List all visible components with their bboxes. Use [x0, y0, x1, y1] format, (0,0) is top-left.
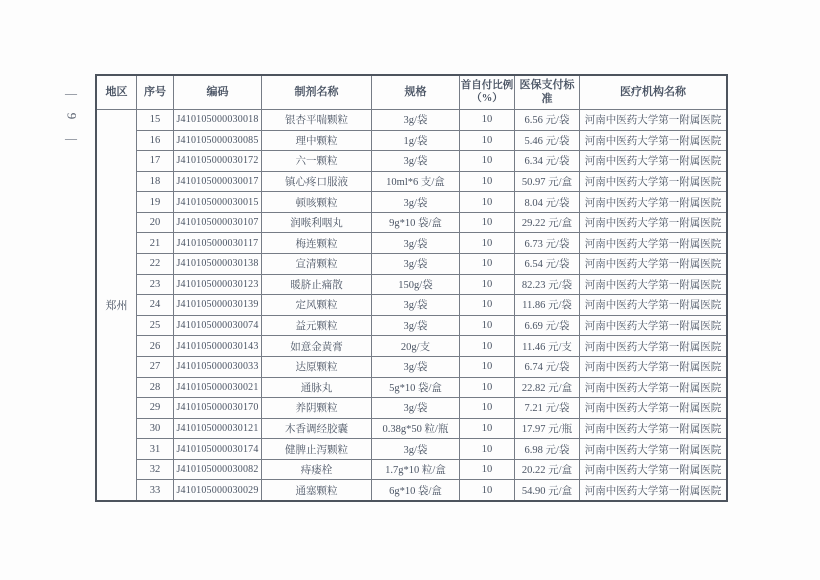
- row-spec-cell: 3g/袋: [372, 192, 460, 212]
- row-code-cell: J410105000030033: [174, 357, 262, 377]
- row-seq-cell: 25: [137, 316, 174, 336]
- header-ratio-line2: （%）: [471, 92, 503, 104]
- table-row: [137, 357, 726, 378]
- row-seq-cell: 19: [137, 192, 174, 212]
- row-code-cell: J410105000030017: [174, 172, 262, 192]
- header-ratio: [460, 76, 515, 109]
- table-row: [137, 460, 726, 481]
- row-hospital-cell: 河南中医药大学第一附属医院: [584, 197, 722, 209]
- row-hospital-cell: 河南中医药大学第一附属医院: [584, 156, 722, 168]
- row-name-cell: 通塞颗粒: [262, 480, 372, 500]
- row-seq-cell: 28: [137, 378, 174, 398]
- row-spec-cell: 6g*10 袋/盒: [372, 480, 460, 500]
- row-hospital-cell: 河南中医药大学第一附属医院: [584, 300, 722, 312]
- row-spec-cell: 5g*10 袋/盒: [372, 378, 460, 398]
- row-name-cell: 健脾止泻颗粒: [262, 439, 372, 459]
- row-name-cell: 银杏平喘颗粒: [262, 110, 372, 130]
- row-name-cell: 理中颗粒: [262, 131, 372, 151]
- row-standard-cell: 6.74 元/袋: [515, 357, 580, 377]
- table-row: [137, 378, 726, 399]
- row-seq-cell: 31: [137, 439, 174, 459]
- row-seq-cell: 17: [137, 151, 174, 171]
- row-hospital-cell: 河南中医药大学第一附属医院: [584, 382, 722, 394]
- row-standard-cell: 7.21 元/袋: [515, 398, 580, 418]
- row-name-cell: 如意金黄膏: [262, 336, 372, 356]
- row-seq-cell: 27: [137, 357, 174, 377]
- row-hospital-cell: 河南中医药大学第一附属医院: [584, 135, 722, 147]
- row-standard-cell: 11.46 元/支: [515, 336, 580, 356]
- row-name-cell: 梅连颗粒: [262, 233, 372, 253]
- row-hospital-cell: 河南中医药大学第一附属医院: [584, 238, 722, 250]
- row-code-cell: J410105000030015: [174, 192, 262, 212]
- row-spec-cell: 3g/袋: [372, 357, 460, 377]
- row-name-cell: 通脉丸: [262, 378, 372, 398]
- row-code-cell: J410105000030074: [174, 316, 262, 336]
- row-seq-cell: 32: [137, 460, 174, 480]
- row-name-cell: 润喉利咽丸: [262, 213, 372, 233]
- row-name-cell: 宣清颗粒: [262, 254, 372, 274]
- row-code-cell: J410105000030018: [174, 110, 262, 130]
- row-code-cell: J410105000030021: [174, 378, 262, 398]
- row-spec-cell: 3g/袋: [372, 398, 460, 418]
- table-row: [137, 480, 726, 500]
- row-spec-cell: 3g/袋: [372, 439, 460, 459]
- row-hospital-cell: 河南中医药大学第一附属医院: [584, 279, 722, 291]
- row-seq-cell: 21: [137, 233, 174, 253]
- row-ratio-cell: 10: [460, 439, 515, 459]
- row-spec-cell: 0.38g*50 粒/瓶: [372, 419, 460, 439]
- row-hospital-cell: 河南中医药大学第一附属医院: [584, 177, 722, 189]
- row-code-cell: J410105000030121: [174, 419, 262, 439]
- header-spec: 规格: [372, 76, 460, 109]
- row-hospital-cell: 河南中医药大学第一附属医院: [584, 218, 722, 230]
- row-standard-cell: 6.34 元/袋: [515, 151, 580, 171]
- row-standard-cell: 6.54 元/袋: [515, 254, 580, 274]
- row-seq-cell: 30: [137, 419, 174, 439]
- row-standard-cell: 6.73 元/袋: [515, 233, 580, 253]
- row-hospital-cell: 河南中医药大学第一附属医院: [584, 403, 722, 415]
- row-spec-cell: 150g/袋: [372, 275, 460, 295]
- header-hospital: 医疗机构名称: [620, 85, 686, 98]
- row-standard-cell: 17.97 元/瓶: [515, 419, 580, 439]
- row-ratio-cell: 10: [460, 357, 515, 377]
- table-row: [137, 172, 726, 193]
- row-ratio-cell: 10: [460, 192, 515, 212]
- row-standard-cell: 54.90 元/盒: [515, 480, 580, 500]
- row-ratio-cell: 10: [460, 378, 515, 398]
- row-seq-cell: 15: [137, 110, 174, 130]
- row-code-cell: J410105000030082: [174, 460, 262, 480]
- row-ratio-cell: 10: [460, 419, 515, 439]
- header-standard: 医保支付标准: [515, 76, 580, 109]
- page-number: [60, 86, 82, 146]
- row-seq-cell: 33: [137, 480, 174, 500]
- table-row: [137, 213, 726, 234]
- row-hospital-cell: 河南中医药大学第一附属医院: [584, 485, 722, 497]
- row-standard-cell: 50.97 元/盒: [515, 172, 580, 192]
- row-standard-cell: 6.56 元/袋: [515, 110, 580, 130]
- row-hospital-cell: 河南中医药大学第一附属医院: [584, 321, 722, 333]
- header-ratio-line1: 首自付比例: [460, 79, 514, 91]
- region-cell: 郑州: [97, 110, 137, 500]
- row-ratio-cell: 10: [460, 213, 515, 233]
- row-name-cell: 暖脐止痛散: [262, 275, 372, 295]
- row-ratio-cell: 10: [460, 480, 515, 500]
- row-code-cell: J410105000030029: [174, 480, 262, 500]
- row-spec-cell: 9g*10 袋/盒: [372, 213, 460, 233]
- row-seq-cell: 29: [137, 398, 174, 418]
- row-spec-cell: 10ml*6 支/盒: [372, 172, 460, 192]
- row-code-cell: J410105000030170: [174, 398, 262, 418]
- row-name-cell: 顿咳颗粒: [262, 192, 372, 212]
- row-name-cell: 定风颗粒: [262, 295, 372, 315]
- row-spec-cell: 3g/袋: [372, 151, 460, 171]
- row-spec-cell: 3g/袋: [372, 110, 460, 130]
- row-spec-cell: 3g/袋: [372, 233, 460, 253]
- row-name-cell: 痔瘘栓: [262, 460, 372, 480]
- table-row: [137, 439, 726, 460]
- row-ratio-cell: 10: [460, 172, 515, 192]
- page-number-value: 9: [64, 112, 79, 120]
- row-code-cell: J410105000030139: [174, 295, 262, 315]
- row-hospital-cell: 河南中医药大学第一附属医院: [584, 444, 722, 456]
- row-standard-cell: 8.04 元/袋: [515, 192, 580, 212]
- row-ratio-cell: 10: [460, 398, 515, 418]
- table-row: [137, 110, 726, 131]
- table-body: [97, 110, 726, 500]
- row-name-cell: 木香调经胶囊: [262, 419, 372, 439]
- row-standard-cell: 11.86 元/袋: [515, 295, 580, 315]
- row-seq-cell: 22: [137, 254, 174, 274]
- row-ratio-cell: 10: [460, 295, 515, 315]
- table-row: [137, 233, 726, 254]
- row-code-cell: J410105000030138: [174, 254, 262, 274]
- table-row: [137, 131, 726, 152]
- row-code-cell: J410105000030143: [174, 336, 262, 356]
- row-ratio-cell: 10: [460, 336, 515, 356]
- header-name: 制剂名称: [262, 76, 372, 109]
- row-standard-cell: 20.22 元/盒: [515, 460, 580, 480]
- row-spec-cell: 20g/支: [372, 336, 460, 356]
- header-code: 编码: [174, 76, 262, 109]
- header-region: 地区: [97, 76, 137, 109]
- row-standard-cell: 29.22 元/盒: [515, 213, 580, 233]
- row-spec-cell: 1g/袋: [372, 131, 460, 151]
- row-code-cell: J410105000030123: [174, 275, 262, 295]
- row-standard-cell: 6.98 元/袋: [515, 439, 580, 459]
- table-row: [137, 295, 726, 316]
- table-row: [137, 254, 726, 275]
- row-ratio-cell: 10: [460, 254, 515, 274]
- row-hospital-cell: 河南中医药大学第一附属医院: [584, 259, 722, 271]
- row-seq-cell: 24: [137, 295, 174, 315]
- row-seq-cell: 16: [137, 131, 174, 151]
- row-standard-cell: 22.82 元/盒: [515, 378, 580, 398]
- row-ratio-cell: 10: [460, 316, 515, 336]
- row-ratio-cell: 10: [460, 131, 515, 151]
- reimbursement-table: [95, 74, 728, 502]
- table-row: [137, 316, 726, 337]
- row-spec-cell: 3g/袋: [372, 316, 460, 336]
- page-number-dash-top: —: [65, 86, 77, 100]
- row-hospital-cell: 河南中医药大学第一附属医院: [584, 115, 722, 127]
- row-hospital-cell: 河南中医药大学第一附属医院: [584, 341, 722, 353]
- row-code-cell: J410105000030117: [174, 233, 262, 253]
- row-hospital-cell: 河南中医药大学第一附属医院: [584, 362, 722, 374]
- row-seq-cell: 26: [137, 336, 174, 356]
- row-ratio-cell: 10: [460, 233, 515, 253]
- table-row: [137, 419, 726, 440]
- row-spec-cell: 3g/袋: [372, 295, 460, 315]
- row-code-cell: J410105000030172: [174, 151, 262, 171]
- row-ratio-cell: 10: [460, 110, 515, 130]
- table-header-row: [97, 76, 726, 110]
- row-ratio-cell: 10: [460, 460, 515, 480]
- row-hospital-cell: 河南中医药大学第一附属医院: [584, 423, 722, 435]
- row-code-cell: J410105000030174: [174, 439, 262, 459]
- row-ratio-cell: 10: [460, 275, 515, 295]
- row-code-cell: J410105000030085: [174, 131, 262, 151]
- row-code-cell: J410105000030107: [174, 213, 262, 233]
- table-row: [137, 192, 726, 213]
- row-standard-cell: 6.69 元/袋: [515, 316, 580, 336]
- row-name-cell: 镇心疼口服液: [262, 172, 372, 192]
- row-seq-cell: 18: [137, 172, 174, 192]
- row-name-cell: 六一颗粒: [262, 151, 372, 171]
- table-row: [137, 336, 726, 357]
- table-rows: [137, 110, 726, 500]
- row-seq-cell: 20: [137, 213, 174, 233]
- table-row: [137, 275, 726, 296]
- row-spec-cell: 3g/袋: [372, 254, 460, 274]
- table-row: [137, 151, 726, 172]
- row-hospital-cell: 河南中医药大学第一附属医院: [584, 465, 722, 477]
- row-name-cell: 益元颗粒: [262, 316, 372, 336]
- row-name-cell: 养阴颗粒: [262, 398, 372, 418]
- row-ratio-cell: 10: [460, 151, 515, 171]
- row-spec-cell: 1.7g*10 粒/盒: [372, 460, 460, 480]
- row-seq-cell: 23: [137, 275, 174, 295]
- page-number-dash-bottom: —: [65, 131, 77, 145]
- header-seq: 序号: [137, 76, 174, 109]
- row-standard-cell: 5.46 元/袋: [515, 131, 580, 151]
- row-name-cell: 达原颗粒: [262, 357, 372, 377]
- row-standard-cell: 82.23 元/袋: [515, 275, 580, 295]
- table-row: [137, 398, 726, 419]
